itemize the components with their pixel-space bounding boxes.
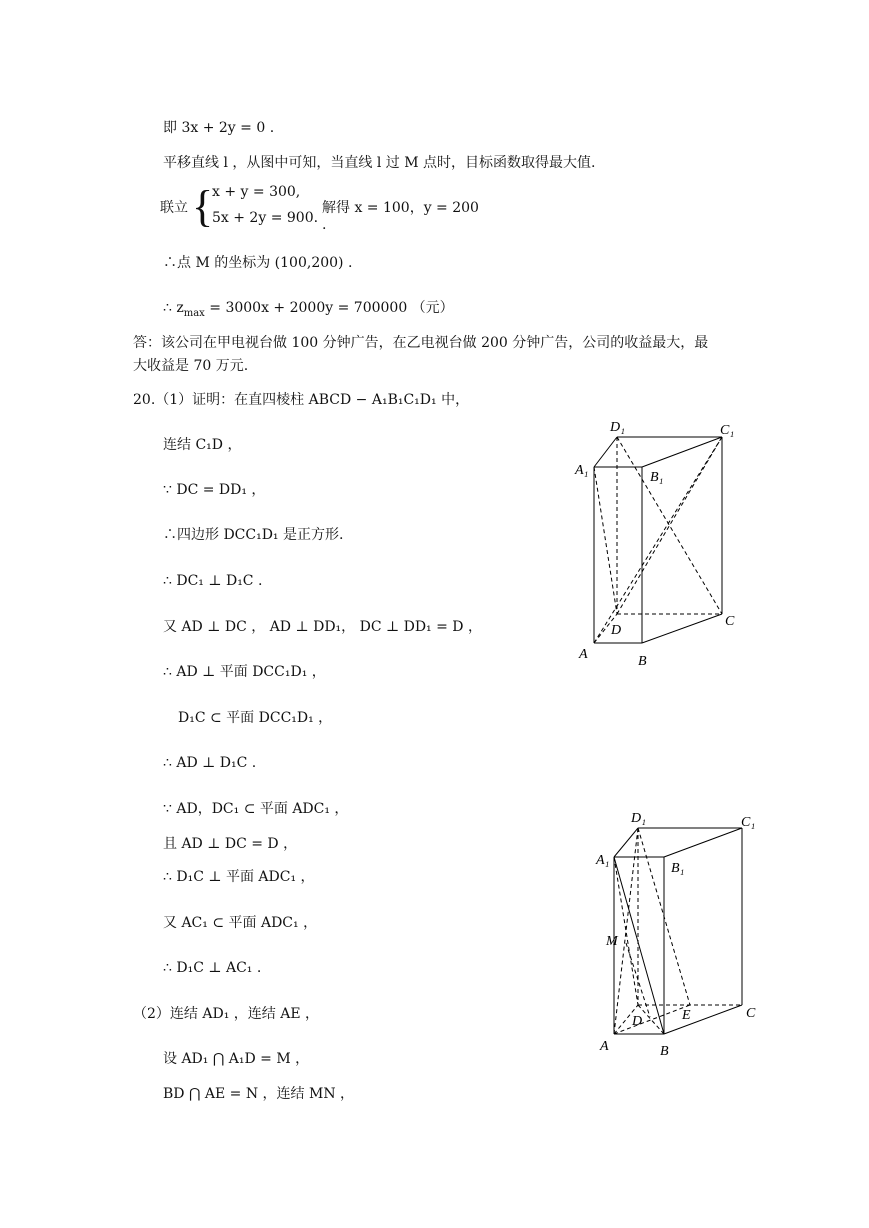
edge-bc: [642, 614, 722, 643]
line-point-m: ∴点 M 的坐标为 (100,200) .: [163, 255, 353, 271]
step-7: D₁C ⊂ 平面 DCC₁D₁ ，: [178, 710, 333, 726]
step-6: ∴ AD ⊥ 平面 DCC₁D₁ ，: [163, 664, 326, 680]
step-13: ∴ D₁C ⊥ AC₁ .: [163, 960, 262, 976]
system-eq1: x + y = 300,: [212, 184, 301, 200]
edge-a1d1: [614, 828, 638, 857]
answer-line-2: 大收益是 70 万元.: [133, 358, 249, 374]
system-solution: 解得 x = 100，y = 200 .: [322, 200, 479, 233]
edge-bc: [664, 1005, 742, 1034]
edge-b1c1: [642, 437, 722, 467]
label-b: B: [660, 1044, 669, 1059]
zmax-rest: = 3000x + 2000y = 700000 （元）: [204, 300, 454, 316]
prism-figure-1: [560, 410, 760, 675]
label-d1: D₁: [631, 811, 646, 826]
step-8: ∴ AD ⊥ D₁C .: [163, 755, 257, 771]
label-b: B: [638, 654, 647, 669]
label-c: C: [725, 614, 735, 629]
step-1: 连结 C₁D ，: [163, 437, 242, 453]
step-9: ∵ AD，DC₁ ⊂ 平面 ADC₁ ，: [163, 801, 349, 817]
step-4: ∴ DC₁ ⊥ D₁C .: [163, 573, 263, 589]
zmax-prefix: ∴ z: [163, 300, 184, 316]
system-label: 联立: [160, 200, 188, 216]
label-m: M: [606, 934, 618, 949]
label-c1: C₁: [720, 423, 735, 438]
label-a: A: [600, 1039, 609, 1054]
step-5: 又 AD ⊥ DC ， AD ⊥ DD₁， DC ⊥ DD₁ = D ，: [163, 619, 482, 635]
label-a1: A₁: [596, 853, 610, 868]
label-d: D: [611, 623, 622, 638]
label-a: A: [579, 647, 588, 662]
line-zmax: [163, 298, 454, 324]
answer-line-1: 答：该公司在甲电视台做 100 分钟广告，在乙电视台做 200 分钟广告，公司的收益最大，最: [133, 335, 709, 351]
label-d: D: [632, 1014, 643, 1029]
label-d1: D₁: [610, 420, 625, 435]
zmax-sub: max: [183, 307, 205, 319]
label-c1: C₁: [741, 815, 756, 830]
step-14: 设 AD₁ ⋂ A₁D = M ，: [163, 1051, 310, 1067]
line-ae-hidden: [614, 1005, 690, 1034]
step-2: ∵ DC = DD₁ ，: [163, 482, 266, 498]
line-equation: 即 3x + 2y = 0 .: [163, 120, 275, 136]
label-c: C: [746, 1006, 756, 1021]
brace-icon: {: [192, 182, 214, 231]
label-b1: B₁: [650, 470, 664, 485]
equation-system: [160, 180, 480, 236]
step-11: ∴ D₁C ⊥ 平面 ADC₁ ，: [163, 869, 315, 885]
edge-a1d1: [594, 437, 617, 467]
problem-20-head: 20.（1）证明：在直四棱柱 ABCD − A₁B₁C₁D₁ 中，: [133, 392, 470, 408]
system-eq2: 5x + 2y = 900.: [212, 210, 319, 226]
prism-figure-2: [560, 800, 770, 1065]
line-translate: 平移直线 l ，从图中可知，当直线 l 过 M 点时，目标函数取得最大值.: [163, 155, 596, 171]
diag-a1b: [614, 857, 664, 1034]
step-12: 又 AC₁ ⊂ 平面 ADC₁ ，: [163, 915, 318, 931]
part-2-head: （2）连结 AD₁ ，连结 AE ，: [133, 1006, 319, 1022]
step-15: BD ⋂ AE = N ，连结 MN ，: [163, 1086, 355, 1102]
label-b1: B₁: [671, 861, 685, 876]
diag-ac1-hidden: [594, 437, 722, 643]
label-a1: A₁: [575, 463, 589, 478]
diag-a1d-hidden: [594, 467, 617, 614]
step-10: 且 AD ⊥ DC = D ，: [163, 836, 298, 852]
edge-b1c1: [664, 828, 742, 857]
step-3: ∴四边形 DCC₁D₁ 是正方形.: [163, 527, 344, 543]
label-e: E: [682, 1008, 691, 1023]
